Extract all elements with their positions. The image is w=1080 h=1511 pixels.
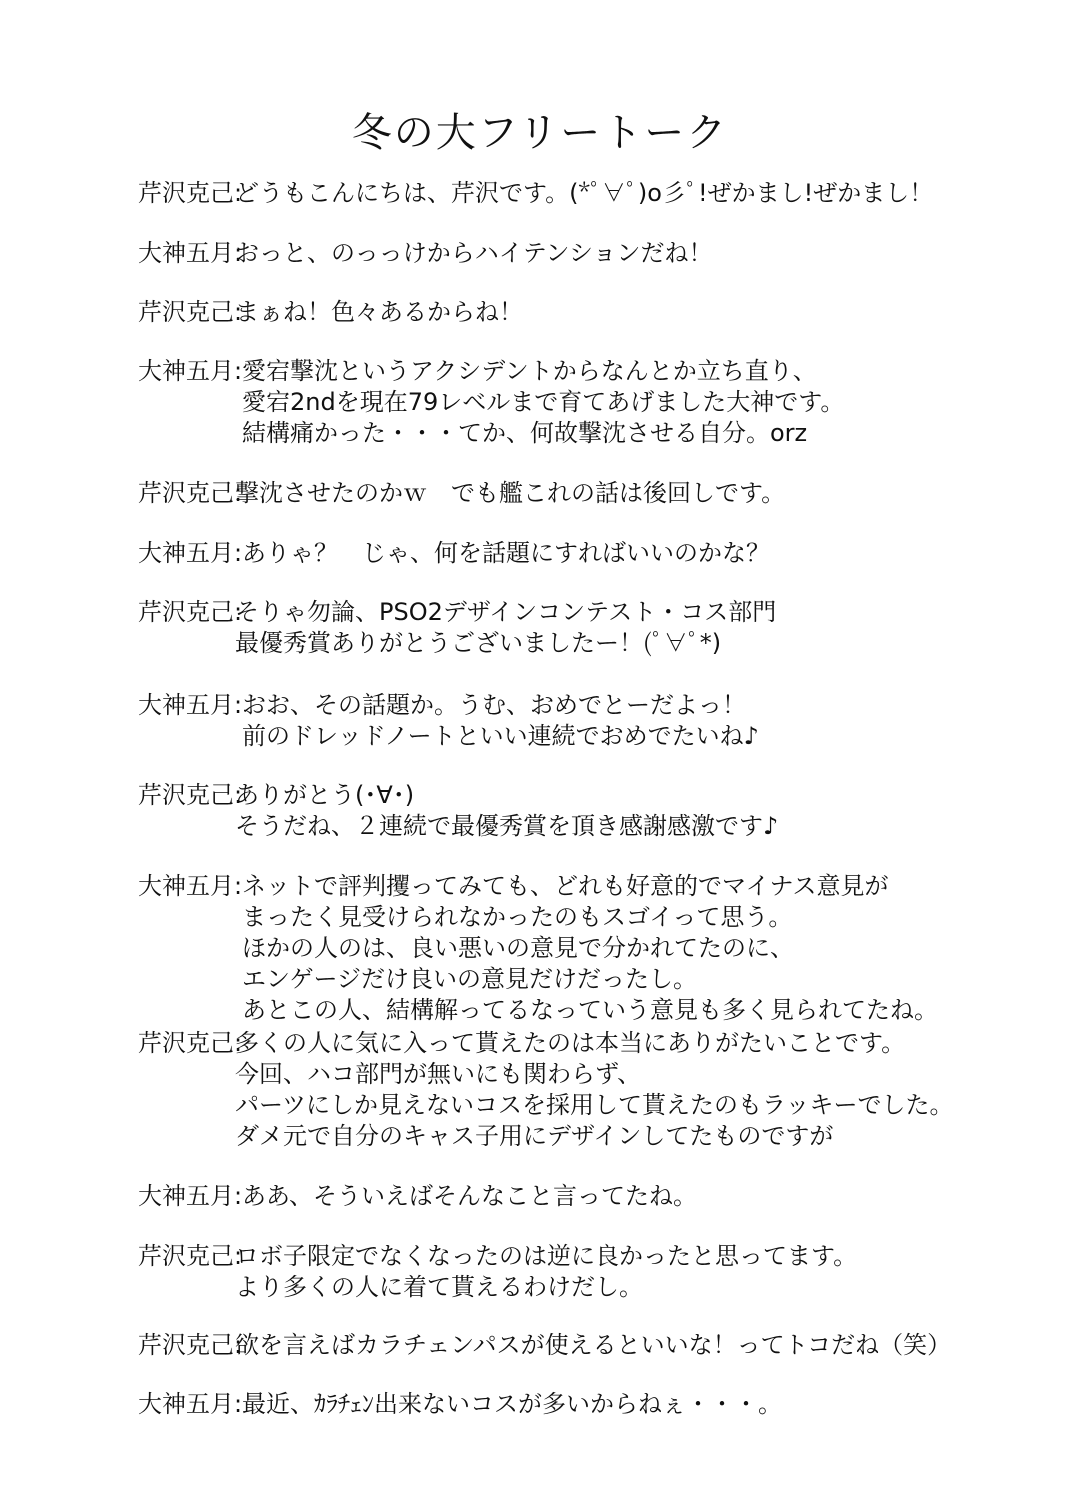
speech-line: そうだね、２連続で最優秀賞を頂き感謝感激です♪ [235,812,779,840]
speaker-name: 芹沢克己: [138,1242,243,1270]
speech-line: より多くの人に着て貰えるわけだし。 [235,1273,643,1301]
speaker-name: 大神五月: [138,357,243,385]
speech-lines [242,356,844,449]
speech-line: 撃沈させたのかｗ でも艦これの話は後回しです。 [235,479,786,507]
speech-lines [242,538,770,569]
speaker-name: 大神五月: [138,1182,243,1210]
speaker-name: 芹沢克己: [138,179,243,207]
speaker-name: 大神五月: [138,239,243,267]
speech-line: エンゲージだけ良いの意見だけだったし。 [242,965,698,993]
speech-lines [242,871,938,1026]
speech-line: 前のドレッドノートといい連続でおめでたいね♪ [242,722,759,750]
speech-line: ロボ子限定でなくなったのは逆に良かったと思ってます。 [235,1242,858,1270]
page-title: 冬の大フリートーク [351,110,729,156]
speech-line: ありがとう(･∀･) [235,781,415,809]
speech-line: まぁね！色々あるからね！ [235,298,523,326]
speech-lines [235,238,712,269]
speaker-name: 芹沢克己: [138,781,243,809]
speech-lines [235,178,933,209]
speaker-name: 芹沢克己: [138,598,243,626]
speech-line: パーツにしか見えないコスを採用して貰えたのもラッキーでした。 [235,1091,954,1119]
speech-line: まったく見受けられなかったのもスゴイって思う。 [242,903,793,931]
speaker-name: 大神五月: [138,872,243,900]
speech-line: あとこの人、結構解ってるなっていう意見も多く見られてたね。 [242,996,938,1024]
speech-line: 多くの人に気に入って貰えたのは本当にありがたいことです。 [235,1029,906,1057]
speech-line: 愛宕2ndを現在79レベルまで育てあげました大神です。 [242,388,845,416]
speech-lines [235,478,785,509]
speaker-name: 芹沢克己: [138,1029,243,1057]
speech-line: おっと、のっっけからハイテンションだね！ [235,239,713,267]
speech-line: どうもこんにちは、芹沢です。(*ﾟ∀ﾟ)o彡ﾟ!ぜかまし!ぜかまし！ [235,179,934,207]
speech-line: そりゃ勿論、PSO2デザインコンテスト・コス部門 [235,598,777,626]
speaker-name: 芹沢克己: [138,298,243,326]
speech-lines [242,1181,697,1212]
speech-line: ほかの人のは、良い悪いの意見で分かれてたのに、 [242,934,794,962]
speech-lines [235,597,776,659]
speech-lines [235,780,778,842]
speech-lines [235,297,523,328]
speech-lines [242,690,759,752]
speaker-name: 大神五月: [138,539,243,567]
speech-line: 最近、ｶﾗﾁｪﾝ出来ないコスが多いからねぇ・・・。 [242,1390,782,1418]
speech-lines [235,1330,951,1361]
speech-line: ダメ元で自分のキャス子用にデザインしてたものですが [235,1122,834,1150]
speech-line: 欲を言えばカラチェンパスが使えるといいな！ってトコだね（笑） [235,1331,952,1359]
speaker-name: 大神五月: [138,1390,243,1418]
speech-line: ネットで評判攫ってみても、どれも好意的でマイナス意見が [242,872,889,900]
speech-line: 結構痛かった・・・てか、何故撃沈させる自分。orz [242,419,808,447]
speech-lines [242,1389,782,1420]
speech-line: ああ、そういえばそんなこと言ってたね。 [242,1182,698,1210]
speech-line: 愛宕撃沈というアクシデントからなんとか立ち直り、 [242,357,817,385]
speech-line: 最優秀賞ありがとうございましたー！(ﾟ∀ﾟ*) [235,629,722,657]
speech-line: おお、その話題か。うむ、おめでとーだよっ！ [242,691,746,719]
speech-lines [235,1028,954,1152]
speaker-name: 芹沢克己: [138,479,243,507]
speaker-name: 大神五月: [138,691,243,719]
speech-line: 今回、ハコ部門が無いにも関わらず、 [235,1060,642,1088]
speaker-name: 芹沢克己: [138,1331,243,1359]
speech-line: ありゃ？ じゃ、何を話題にすればいいのかな？ [242,539,770,567]
speech-lines [235,1241,857,1303]
